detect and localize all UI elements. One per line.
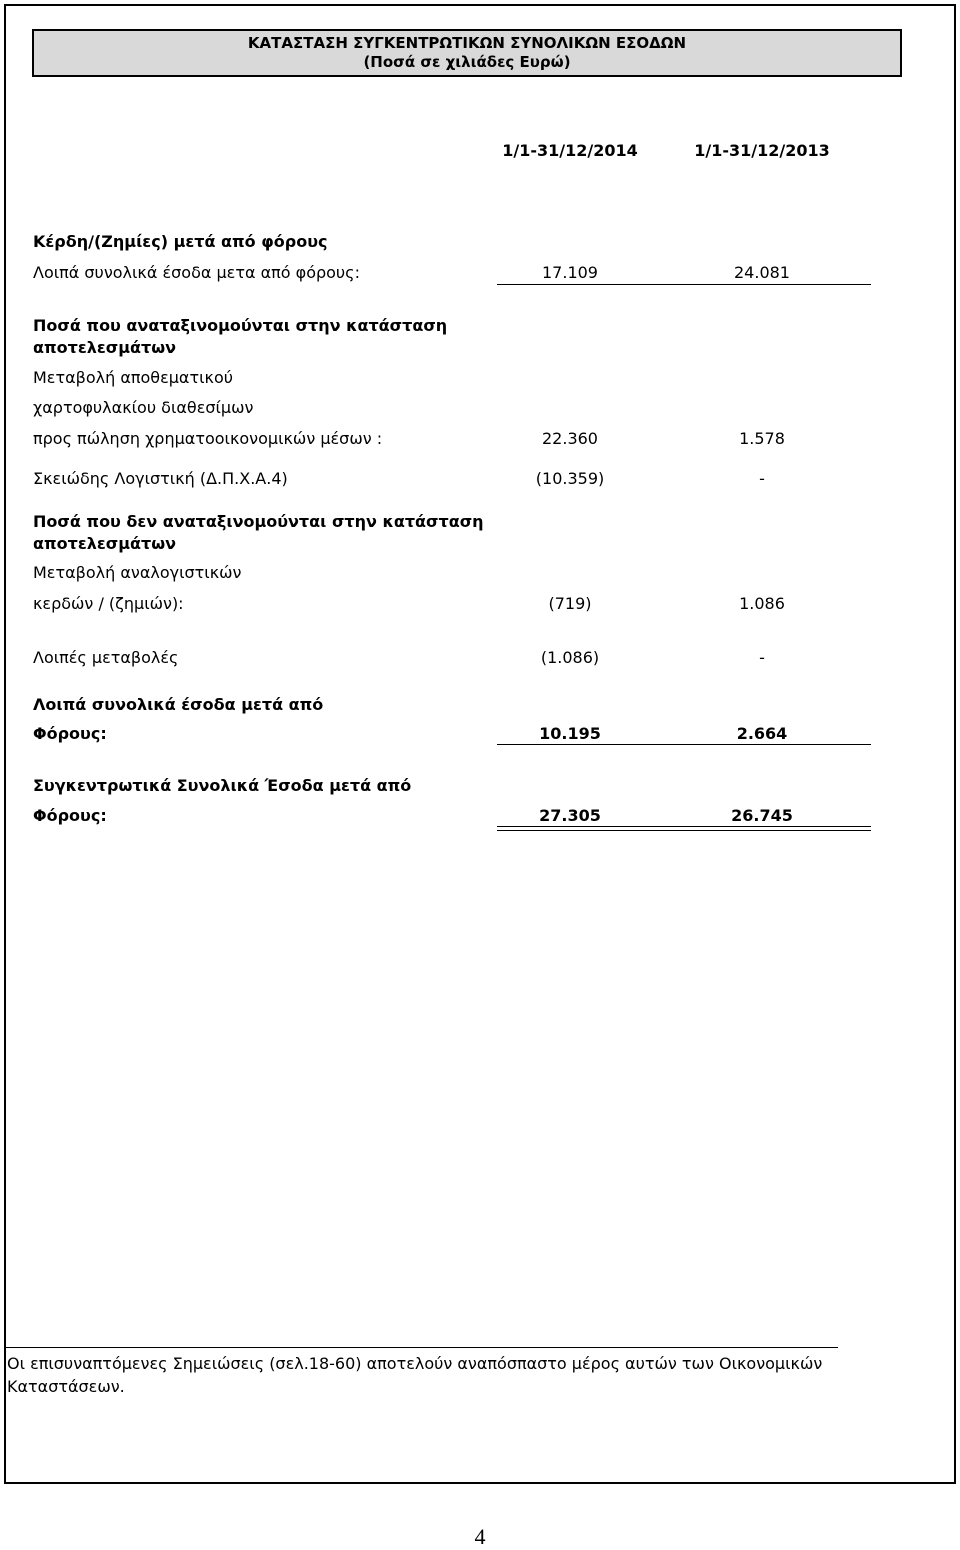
other-changes-label: Λοιπές μεταβολές [33,648,179,667]
title-line-1: ΚΑΤΑΣΤΑΣΗ ΣΥΓΚΕΝΤΡΩΤΙΚΩΝ ΣΥΝΟΛΙΚΩΝ ΕΣΟΔΩΝ [247,34,687,52]
shadow-accounting-label: Σκειώδης Λογιστική (Δ.Π.Χ.Α.4) [33,469,288,488]
reclass-heading-line-2: αποτελεσμάτων [33,338,177,357]
statement-title [32,29,902,77]
column-header-2014: 1/1-31/12/2014 [502,141,638,160]
profit-heading: Κέρδη/(Ζημίες) μετά από φόρους [33,232,328,251]
oci-total-2014: 10.195 [539,724,601,743]
other-income-2013: 24.081 [734,263,790,282]
reclass-heading-line-1: Ποσά που αναταξινομούνται στην κατάσταση [33,316,448,335]
other-changes-2014: (1.086) [540,648,600,667]
other-income-label: Λοιπά συνολικά έσοδα μετα από φόρους: [33,263,360,282]
actuarial-2013: 1.086 [739,594,785,613]
shadow-accounting-2014: (10.359) [535,469,605,488]
grand-total-2014: 27.305 [539,806,601,825]
nonreclass-heading-line-1: Ποσά που δεν αναταξινομούνται στην κατάσταση [33,512,484,531]
nonreclass-heading-line-2: αποτελεσμάτων [33,534,177,553]
title-line-2: (Ποσά σε χιλιάδες Ευρώ) [363,53,571,71]
other-changes-2013: - [759,648,765,667]
afs-label-line-3: προς πώληση χρηματοοικονομικών μέσων : [33,429,383,448]
afs-label-line-2: χαρτοφυλακίου διαθεσίμων [33,398,254,417]
footer-separator [6,1347,838,1348]
actuarial-label-line-1: Μεταβολή αναλογιστικών [33,563,242,582]
other-income-2014: 17.109 [542,263,598,282]
oci-total-underline [497,744,871,745]
oci-total-label-line-1: Λοιπά συνολικά έσοδα μετά από [33,695,324,714]
other-income-underline [497,284,871,285]
actuarial-label-line-2: κερδών / (ζημιών): [33,594,184,613]
oci-total-label-line-2: Φόρους: [33,724,107,743]
afs-2014: 22.360 [542,429,598,448]
shadow-accounting-2013: - [759,469,765,488]
page-number: 4 [474,1524,486,1549]
grand-total-2013: 26.745 [731,806,793,825]
actuarial-2014: (719) [548,594,592,613]
oci-total-2013: 2.664 [736,724,788,743]
afs-label-line-1: Μεταβολή αποθεματικού [33,368,233,387]
grand-total-double-underline [497,826,871,831]
grand-total-label-line-1: Συγκεντρωτικά Συνολικά Έσοδα μετά από [33,776,412,795]
footer-note: Οι επισυναπτόμενες Σημειώσεις (σελ.18-60) αποτελούν αναπόσπαστο μέρος αυτών των Οικονομικών Καταστάσεων. [7,1354,823,1396]
afs-2013: 1.578 [739,429,785,448]
column-header-2013: 1/1-31/12/2013 [694,141,830,160]
grand-total-label-line-2: Φόρους: [33,806,107,825]
